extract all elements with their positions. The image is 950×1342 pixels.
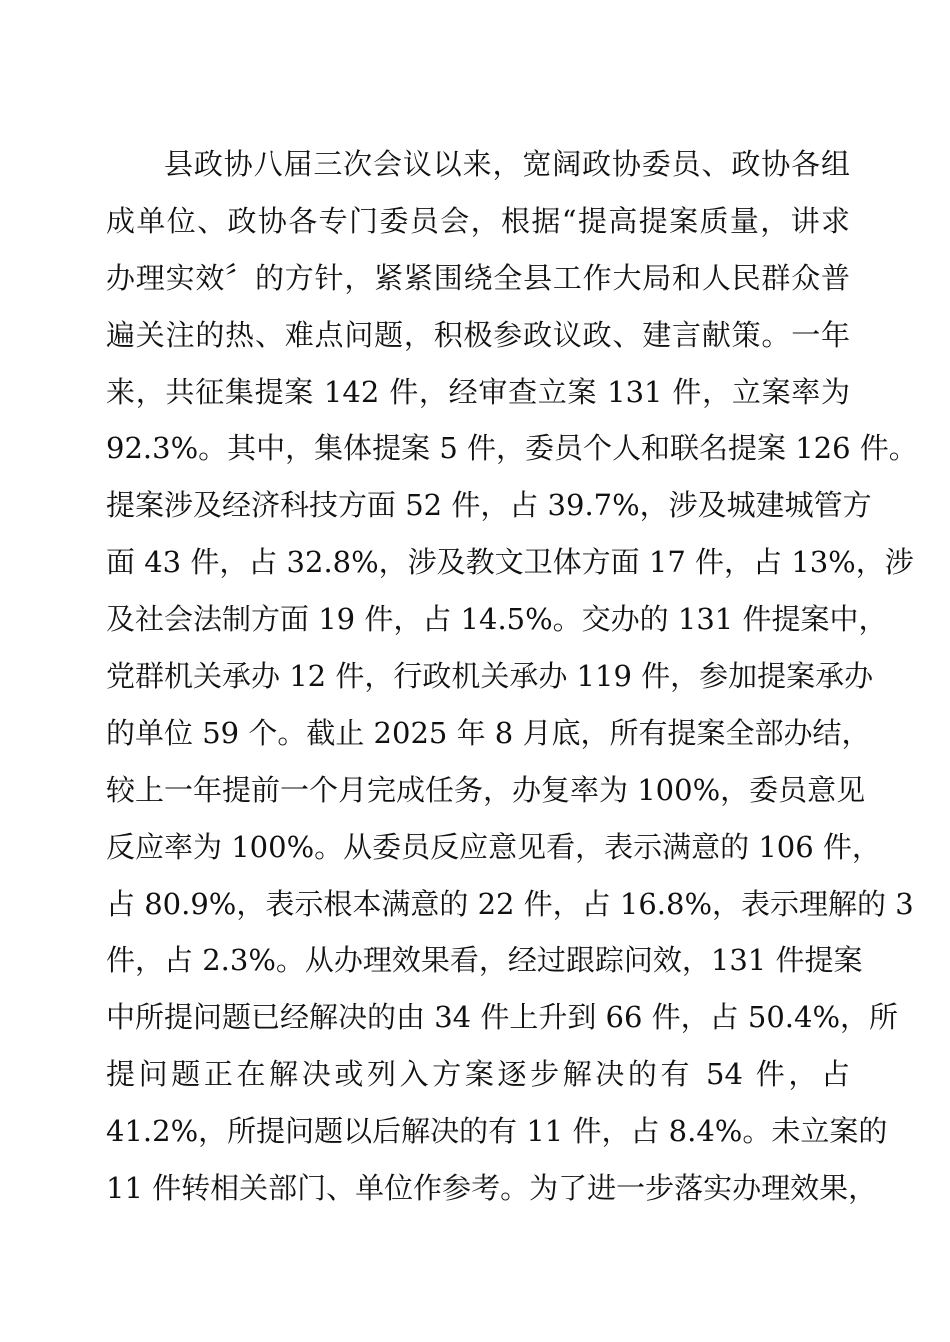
paragraph-line: 面 43 件，占 32.8%，涉及教文卫体方面 17 件，占 13%，涉 [106, 545, 914, 580]
paragraph-line: 反应率为 100%。从委员反应意见看，表示满意的 106 件， [106, 829, 881, 864]
paragraph-line: 41.2%，所提问题以后解决的有 11 件，占 8.4%。未立案的 [106, 1114, 888, 1149]
paragraph-line: 遍关注的热、难点问题，积极参政议政、建言献策。一年 [106, 317, 850, 352]
paragraph-line: 中所提问题已经解决的由 34 件上升到 66 件，占 50.4%，所 [106, 1000, 899, 1035]
paragraph-line: 提问题正在解决或列入方案逐步解决的有 54 件，占 [106, 1057, 850, 1092]
paragraph-line: 党群机关承办 12 件，行政机关承办 119 件，参加提案承办 [106, 659, 874, 694]
paragraph-line: 占 80.9%，表示根本满意的 22 件，占 16.8%，表示理解的 3 [106, 886, 914, 921]
paragraph-line: 来，共征集提案 142 件，经审查立案 131 件，立案率为 [106, 374, 850, 409]
paragraph-line: 成单位、政协各专门委员会，根据“提高提案质量，讲求 [106, 203, 850, 238]
paragraph-line: 及社会法制方面 19 件，占 14.5%。交办的 131 件提案中， [106, 602, 888, 637]
paragraph-line: 92.3%。其中，集体提案 5 件，委员个人和联名提案 126 件。 [106, 431, 918, 466]
body-paragraph [106, 142, 918, 1223]
paragraph-line: 提案涉及经济科技方面 52 件，占 39.7%，涉及城建城管方 [106, 488, 872, 523]
paragraph-line: 件，占 2.3%。从办理效果看，经过跟踪问效，131 件提案 [106, 943, 863, 978]
paragraph-line: 县政协八届三次会议以来，宽阔政协委员、政协各组 [164, 147, 850, 181]
paragraph-line: 办理实效〞的方针，紧紧围绕全县工作大局和人民群众普 [106, 260, 850, 295]
paragraph-line: 11 件转相关部门、单位作参考。为了进一步落实办理效果， [106, 1171, 878, 1206]
paragraph-line: 的单位 59 个。截止 2025 年 8 月底，所有提案全部办结， [106, 715, 871, 750]
paragraph-line: 较上一年提前一个月完成任务，办复率为 100%，委员意见 [106, 772, 866, 807]
